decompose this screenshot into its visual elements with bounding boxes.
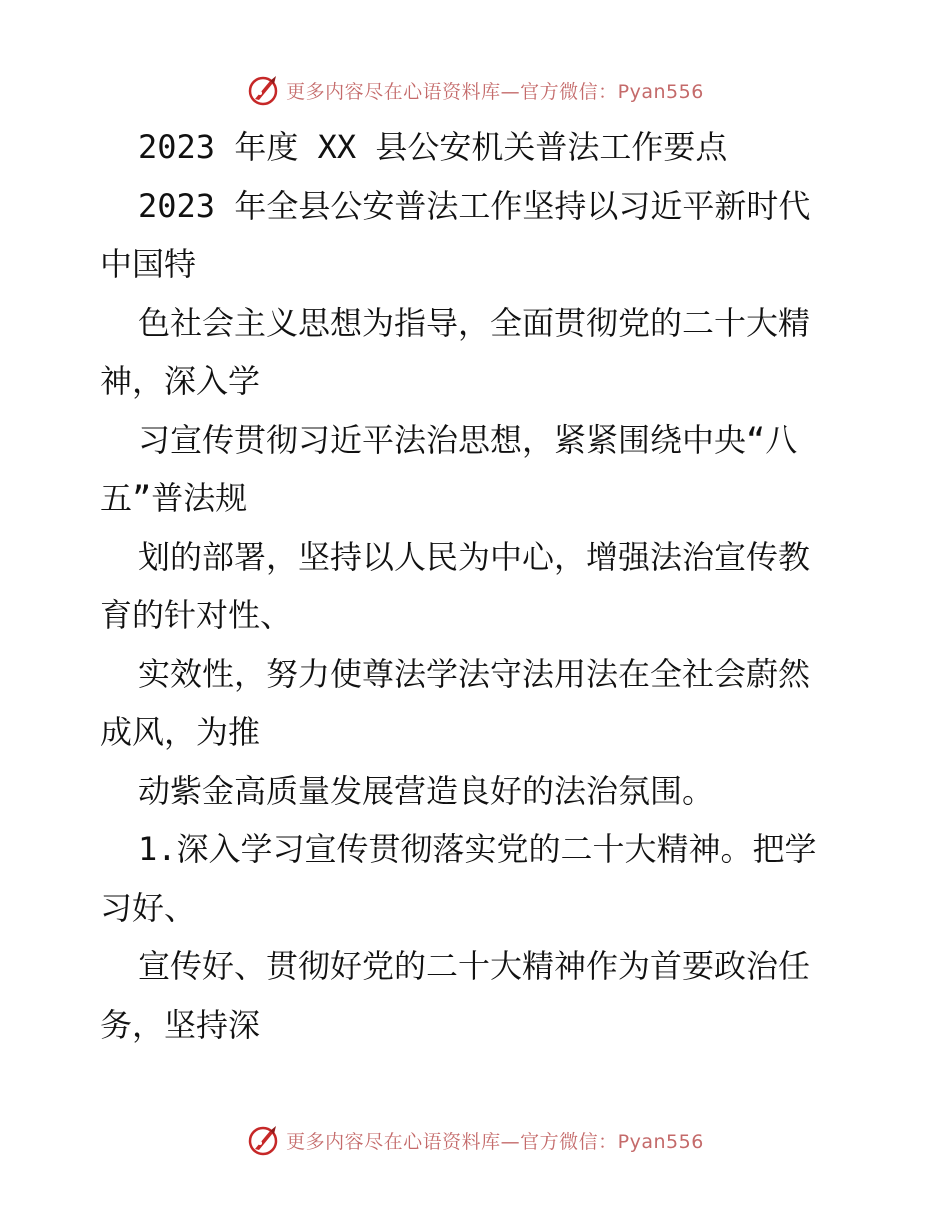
document-line: 习好、 bbox=[100, 888, 197, 927]
quill-logo-icon bbox=[246, 73, 280, 107]
document-line: 成风，为推 bbox=[100, 713, 261, 751]
document-line: 色社会主义思想为指导，全面贯彻党的二十大精 bbox=[138, 303, 811, 342]
document-line: 五”普法规 bbox=[100, 479, 248, 517]
document-line: 2023 年度 XX 县公安机关普法工作要点 bbox=[138, 128, 728, 166]
document-line: 划的部署，坚持以人民为中心，增强法治宣传教 bbox=[138, 537, 811, 576]
document-line: 习宣传贯彻习近平法治思想，紧紧围绕中央“八 bbox=[138, 420, 798, 459]
document-line: 2023 年全县公安普法工作坚持以习近平新时代 bbox=[138, 186, 811, 225]
document-line: 动紫金高质量发展营造良好的法治氛围。 bbox=[138, 771, 715, 810]
document-line: 实效性，努力使尊法学法守法用法在全社会蔚然 bbox=[138, 654, 811, 693]
document-body bbox=[100, 118, 860, 1054]
document-line: 宣传好、贯彻好党的二十大精神作为首要政治任 bbox=[138, 947, 811, 985]
document-line: 务，坚持深 bbox=[100, 1005, 261, 1044]
watermark-text: 更多内容尽在心语资料库—官方微信：Pyan556 bbox=[286, 1130, 704, 1153]
watermark-text: 更多内容尽在心语资料库—官方微信：Pyan556 bbox=[286, 80, 704, 103]
footer-watermark bbox=[0, 1120, 950, 1160]
document-line: 育的针对性、 bbox=[100, 596, 293, 634]
document-line: 中国特 bbox=[100, 245, 197, 283]
header-watermark bbox=[0, 70, 950, 110]
quill-logo-icon bbox=[246, 1123, 280, 1157]
document-line: 神，深入学 bbox=[100, 362, 261, 400]
document-line: 1.深入学习宣传贯彻落实党的二十大精神。把学 bbox=[138, 830, 817, 868]
